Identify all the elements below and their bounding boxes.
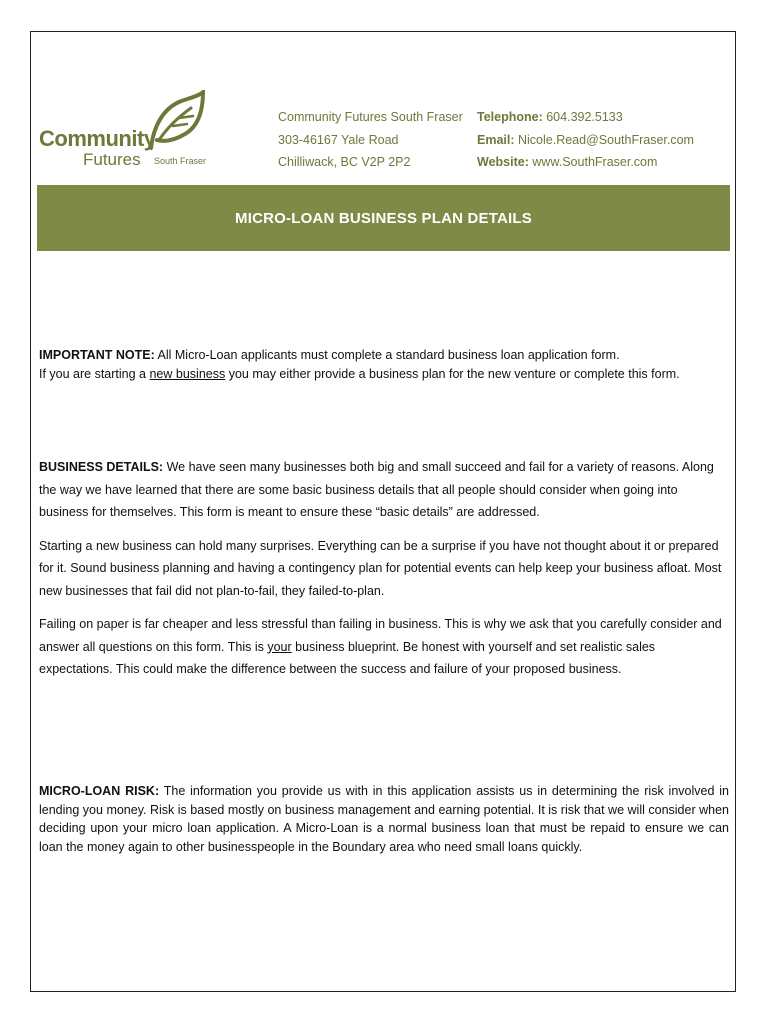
micro-loan-risk-text: The information you provide us with in this application assists us in determining the risk involved in lending you money. Risk is based mostly on business management and earning potential. It is risk that we will consider when deciding upon your micro loan application. A Micro-Loan is a normal business loan that must be repaid to ensure we can loan the money again to other businesspeople in the Boundary area who need small loans quickly. — [39, 784, 729, 854]
important-note-text-1: All Micro-Loan applicants must complete a standard business loan application form. — [154, 348, 620, 362]
logo-word-futures: Futures — [83, 150, 141, 169]
business-details-p2: Starting a new business can hold many surprises. Everything can be a surprise if you have not thought about it or prepared for it. Sound business planning and having a contingency plan for potential events can help keep your business afloat. Most new businesses that fail did not plan-to-fail, they failed-to-plan. — [39, 538, 722, 598]
business-details-p3-pre: Failing on paper is far cheaper and less stressful than failing in business. This is why we ask that you carefully consider and answer all questions on this form. This is — [39, 617, 722, 654]
important-note-line-1 — [39, 346, 729, 365]
website-row — [477, 151, 694, 174]
email-label: Email: — [477, 132, 515, 147]
email-value[interactable]: Nicole.Read@SouthFraser.com — [518, 132, 694, 147]
website-label: Website: — [477, 155, 529, 169]
document-page — [30, 31, 736, 992]
website-value[interactable]: www.SouthFraser.com — [532, 155, 658, 169]
org-name: Community Futures South Fraser — [278, 110, 463, 124]
page-title: MICRO-LOAN BUSINESS PLAN DETAILS — [235, 209, 532, 227]
address-line-2: Chilliwack, BC V2P 2P2 — [278, 155, 411, 169]
new-business-emphasis: new business — [149, 366, 226, 381]
important-note-label: IMPORTANT NOTE: — [39, 348, 155, 362]
contact-address — [278, 106, 463, 174]
telephone-value: 604.392.5133 — [546, 110, 623, 124]
email-row — [477, 129, 694, 152]
micro-loan-risk-label: MICRO-LOAN RISK: — [39, 784, 160, 798]
business-details-section — [39, 456, 729, 681]
business-details-p3-post: business blueprint. Be honest with yourself and set realistic sales expectations. This could make the difference between the success and failure of your proposed business. — [39, 639, 656, 676]
important-note-section — [39, 346, 729, 383]
contact-details — [477, 106, 694, 174]
micro-loan-risk-section — [39, 782, 729, 856]
telephone-label: Telephone: — [477, 110, 543, 124]
title-banner — [37, 185, 730, 251]
business-details-p3 — [39, 613, 729, 681]
important-note-text-2-post: you may either provide a business plan for the new venture or complete this form. — [225, 366, 680, 381]
important-note-line-2 — [39, 365, 729, 384]
your-emphasis: your — [267, 639, 292, 654]
business-details-p1-text: We have seen many businesses both big and small succeed and fail for a variety of reasons. Along the way we have learned that there are some basic business details that all people should consider when going into business for themselves. This form is meant to ensure these “basic details” are addressed. — [39, 460, 714, 519]
logo-word-community: Community — [39, 126, 156, 151]
business-details-p1 — [39, 456, 729, 524]
important-note-text-2-pre: If you are starting a — [39, 366, 150, 381]
micro-loan-risk-paragraph — [39, 782, 729, 856]
logo-word-south-fraser: South Fraser — [154, 156, 207, 166]
address-line-1: 303-46167 Yale Road — [278, 132, 399, 147]
telephone-row — [477, 106, 694, 129]
community-futures-logo — [39, 90, 209, 170]
business-details-label: BUSINESS DETAILS: — [39, 460, 164, 474]
